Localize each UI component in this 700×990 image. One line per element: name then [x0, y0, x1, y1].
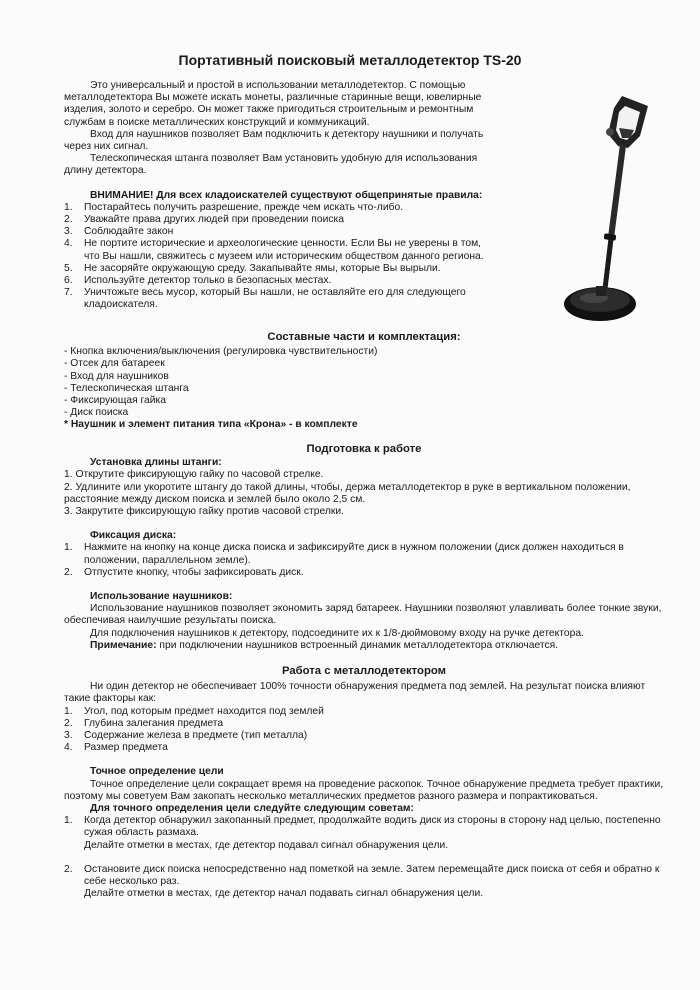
work-heading: Работа с металлодетектором: [282, 665, 446, 677]
list-item: 6. Используйте детектор только в безопасных местах.: [64, 275, 332, 287]
disc-heading: Фиксация диска:: [90, 530, 177, 542]
list-item: - Телескопическая штанга: [64, 382, 189, 394]
list-item: 2. Отпустите кнопку, чтобы зафиксировать диск.: [64, 566, 304, 578]
list-item: 2. Уважайте права других людей при проведении поиска: [64, 214, 344, 226]
list-item: 7. Уничтожьте весь мусор, который Вы нашли, не оставляйте его для следующего кладоискателя.: [64, 287, 466, 311]
precise-heading: Точное определение цели: [90, 766, 224, 778]
list-item: 5. Не засоряйте окружающую среду. Закапывайте ямы, которые Вы вырыли.: [64, 262, 441, 274]
intro-section: [64, 80, 496, 312]
factors-list: [62, 706, 664, 755]
headphones-paragraph-1: Использование наушников позволяет экономить заряд батареек. Наушники позволяют улавливать более тонкие звуки, обеспечивая наилучшие результаты поиска.: [64, 603, 662, 627]
list-item: 2. Глубина залегания предмета: [64, 717, 224, 729]
prep-section: [64, 443, 664, 652]
headphones-heading: Использование наушников:: [90, 591, 233, 603]
list-item: 1. Когда детектор обнаружил закопанный предмет, продолжайте водить диск из стороны в сторону над целью, постепенно сужая область размаха. Делайте отметки в местах, где детектор подавал сигнал обнаружения цели.: [64, 815, 661, 851]
list-item: 3. Содержание железа в предмете (тип металла): [64, 730, 308, 742]
rules-list: [62, 202, 496, 312]
prep-heading: Подготовка к работе: [306, 443, 422, 455]
work-paragraph-1: Ни один детектор не обеспечивает 100% точности обнаружения предмета под землей. На результат поиска влияют такие факторы как:: [64, 681, 646, 705]
tips-list: [62, 815, 664, 852]
note-label: Примечание:: [90, 639, 157, 651]
list-item: - Диск поиска: [64, 407, 129, 419]
length-heading: Установка длины штанги:: [90, 457, 222, 469]
list-item: 1. Постарайтесь получить разрешение, прежде чем искать что-либо.: [64, 201, 404, 213]
list-item: - Фиксирующая гайка: [64, 395, 166, 407]
list-item: - Вход для наушников: [64, 370, 169, 382]
rules-heading: ВНИМАНИЕ! Для всех кладоискателей существуют общепринятые правила:: [90, 189, 483, 201]
work-section: [64, 665, 664, 900]
list-item: 3. Соблюдайте закон: [64, 226, 174, 238]
length-step-1: 1. Открутите фиксирующую гайку по часовой стрелке.: [64, 469, 324, 481]
length-step-2: 2. Удлините или укоротите штангу до такой длины, чтобы, держа металлодетектор в руке в вертикальном положении, расстояние между диском поиска и землей было около 2,5 см.: [64, 481, 631, 505]
parts-heading: Составные части и комплектация:: [267, 331, 461, 343]
list-item: - Отсек для батареек: [64, 358, 165, 370]
page-title: Портативный поисковый металлодетектор TS-20: [178, 52, 522, 68]
parts-list: [64, 346, 664, 419]
metal-detector-illustration: [552, 88, 664, 340]
intro-paragraph-3: Телескопическая штанга позволяет Вам установить удобную для использования длину детектора.: [64, 153, 478, 177]
list-item: 1. Угол, под которым предмет находится под землей: [64, 705, 324, 717]
tips-heading: Для точного определения цели следуйте следующим советам:: [90, 803, 414, 815]
headphones-paragraph-2: Для подключения наушников к детектору, подсоедините их к 1/8-дюймовому входу на ручке детектора.: [90, 627, 584, 639]
disc-steps: [62, 542, 664, 579]
parts-section: [64, 331, 664, 432]
list-item: 2. Остановите диск поиска непосредственно над пометкой на земле. Затем перемещайте диск поиска от себя и обратно к себе несколько раз. Делайте отметки в местах, где детектор начал подавать сигнал обнаружения цели.: [64, 863, 660, 900]
list-item: 1. Нажмите на кнопку на конце диска поиска и зафиксируйте диск в нужном положении (диск должен находиться в положении, параллельном земле).: [64, 542, 624, 566]
list-item: 4. Размер предмета: [64, 742, 168, 754]
list-item: 4. Не портите исторические и археологические ценности. Если Вы не уверены в том, что Вы нашли, свяжитесь с музеем или историческим обществом данного региона.: [64, 238, 484, 262]
note-text: при подключении наушников встроенный динамик металлодетектора отключается.: [156, 639, 559, 651]
parts-note: * Наушник и элемент питания типа «Крона» - в комплекте: [64, 419, 358, 431]
tips-list-continued: [62, 864, 664, 901]
list-item: - Кнопка включения/выключения (регулировка чувствительности): [64, 346, 378, 358]
headphones-note: [64, 640, 664, 652]
precise-paragraph: Точное определение цели сокращает время на проведение раскопок. Точное обнаружение предмета требует практики, поэтому мы советуем Вам закопать несколько металлических предметов разного размера и попрактиковаться.: [64, 778, 664, 802]
intro-paragraph-1: Это универсальный и простой в использовании металлодетектор. С помощью металлодетектора Вы можете искать монеты, различные старинные вещи, ювелирные изделия, золото и серебро. Он может также пригодиться строительным и ремонтным службам в поиске металлических конструкций и коммуникаций.: [64, 80, 482, 128]
length-step-3: 3. Закрутите фиксирующую гайку против часовой стрелки.: [64, 506, 344, 518]
intro-paragraph-2: Вход для наушников позволяет Вам подключить к детектору наушники и получать через них сигнал.: [64, 128, 484, 153]
